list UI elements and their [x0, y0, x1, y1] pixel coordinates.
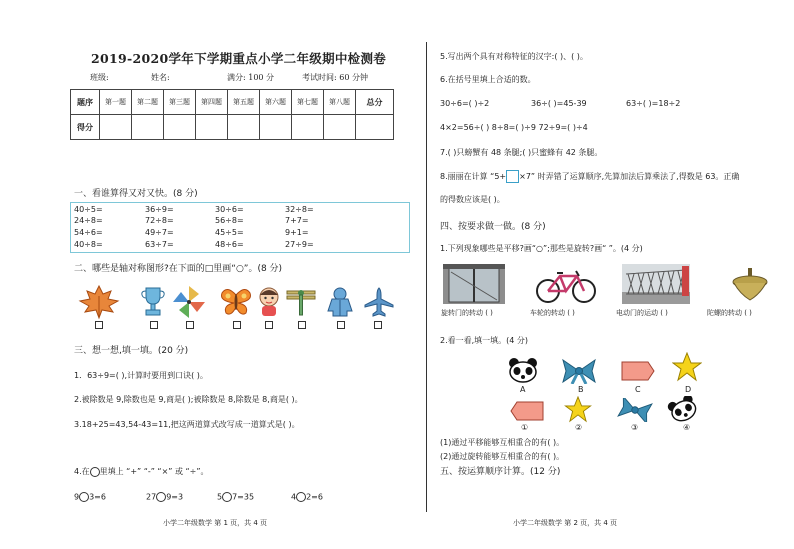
question-5: 5.写出两个具有对称特征的汉字:( )、( )。 [440, 52, 588, 61]
flag-icon [510, 401, 544, 425]
score-table [70, 89, 394, 140]
leaf-icon [78, 284, 120, 324]
symmetry-checkbox[interactable] [337, 321, 345, 329]
col-header: 第五题 [228, 90, 260, 115]
operator-item [74, 492, 106, 502]
name-label: 姓名: [151, 73, 170, 82]
shape-label: D [685, 385, 692, 394]
panda-icon [667, 396, 699, 426]
math-problem: 40÷8= [74, 240, 103, 249]
revolving-door-icon [443, 264, 505, 308]
section-5-title: 五、按运算顺序计算。(12 分) [440, 467, 561, 477]
math-problem: 32÷8= [285, 205, 314, 214]
symmetry-checkbox[interactable] [374, 321, 382, 329]
question-3-4-prefix: 4.在 [74, 467, 90, 476]
score-cell[interactable] [164, 115, 196, 140]
math-problem: 30÷6= [215, 205, 244, 214]
question-6: 6.在括号里填上合适的数。 [440, 75, 536, 84]
circle-blank-icon [90, 467, 100, 477]
col-header: 第七题 [292, 90, 324, 115]
bicycle-icon [535, 268, 597, 308]
section-3-title: 三、想一想,填一填。(20 分) [74, 346, 189, 356]
score-cell[interactable] [228, 115, 260, 140]
page-title: 2019-2020学年下学期重点小学二年级期中检测卷 [91, 51, 387, 66]
blank-square-icon [506, 170, 519, 183]
operator-blank[interactable] [79, 492, 89, 502]
score-cell[interactable] [324, 115, 356, 140]
score-cell[interactable] [260, 115, 292, 140]
symmetry-checkbox[interactable] [150, 321, 158, 329]
operand: 7=35 [232, 492, 255, 502]
operand: 2=6 [306, 492, 323, 502]
spinning-top-icon [730, 266, 770, 306]
pinwheel-icon [171, 284, 207, 324]
symmetry-checkbox[interactable] [95, 321, 103, 329]
photo-caption: 陀螺的转动 ( ) [707, 309, 752, 317]
math-problem: 40÷5= [74, 205, 103, 214]
math-problem: 36÷9= [145, 205, 174, 214]
operand: 3=6 [89, 492, 106, 502]
math-problem: 63÷7= [145, 240, 174, 249]
total-header: 总分 [356, 90, 394, 115]
shape-label: C [635, 385, 641, 394]
baby-icon [256, 287, 282, 321]
butterfly-icon [219, 287, 253, 321]
symmetry-checkbox[interactable] [233, 321, 241, 329]
math-problem: 45÷5= [215, 228, 244, 237]
question-3-4-suffix: 里填上 “+” “-” “×” 或 “÷”。 [99, 467, 209, 476]
photo-caption: 电动门的运动 ( ) [616, 309, 668, 317]
section-1-title: 一、看谁算得又对又快。(8 分) [74, 189, 198, 199]
score-cell[interactable] [292, 115, 324, 140]
shape-label: ① [521, 423, 529, 432]
coat-icon [326, 287, 354, 321]
col-header: 第三题 [164, 90, 196, 115]
operand: 9=3 [166, 492, 184, 502]
math-problem: 24÷8= [74, 216, 103, 225]
math-problem: 54÷6= [74, 228, 103, 237]
score-cell[interactable] [100, 115, 132, 140]
math-problem: 9+1= [285, 228, 309, 237]
col-header: 第八题 [324, 90, 356, 115]
bow-icon [617, 398, 653, 426]
page-footer-left: 小学二年级数学 第 1 页，共 4 页 [163, 519, 268, 527]
shape-label: B [578, 385, 584, 394]
operand: 5 [217, 492, 223, 502]
question-3-2: 2.被除数是 9,除数也是 9,商是( );被除数是 8,除数是 8,商是( )。 [74, 395, 303, 404]
photo-caption: 旋转门的转动 ( ) [441, 309, 493, 317]
dragonfly-icon [285, 288, 317, 322]
flag-icon [621, 361, 655, 385]
section-2-title: 二、哪些是轴对称图形?在下面的□里画“○”。(8 分) [74, 264, 283, 274]
shape-label: ③ [631, 423, 639, 432]
operator-item [217, 492, 254, 502]
exam-time: 考试时间: 60 分钟 [302, 73, 368, 82]
question-8 [440, 170, 739, 183]
full-score: 满分: 100 分 [227, 73, 275, 82]
math-problem: 7+7= [285, 216, 309, 225]
math-problem: 72÷8= [145, 216, 174, 225]
col-header: 第六题 [260, 90, 292, 115]
q6-row1-a: 30÷6=( )÷2 [440, 99, 490, 108]
question-4-2-a: (1)通过平移能够互相重合的有( )。 [440, 438, 565, 447]
section-4-title: 四、按要求做一做。(8 分) [440, 222, 546, 232]
col-header: 第一题 [100, 90, 132, 115]
panda-icon [506, 357, 540, 387]
q6-row1-c: 63÷( )=18÷2 [626, 99, 681, 108]
q6-row1-b: 36÷( )=45-39 [531, 99, 587, 108]
question-3-4 [74, 466, 209, 477]
math-problem: 48÷6= [215, 240, 244, 249]
symmetry-checkbox[interactable] [265, 321, 273, 329]
question-8-prefix: 8.丽丽在计算 “5+ [440, 172, 507, 181]
question-8-line2: 的得数应该是( )。 [440, 195, 505, 204]
col-header: 第四题 [196, 90, 228, 115]
question-3-3: 3.18+25=43,54-43=11,把这两道算式改写成一道算式是( )。 [74, 420, 300, 429]
score-cell[interactable] [356, 115, 394, 140]
math-problem: 56÷8= [215, 216, 244, 225]
row-label: 题序 [71, 90, 100, 115]
operator-blank[interactable] [156, 492, 166, 502]
airplane-icon [364, 287, 394, 321]
score-cell[interactable] [196, 115, 228, 140]
operand: 4 [291, 492, 297, 502]
operator-blank[interactable] [296, 492, 306, 502]
math-problem: 27÷9= [285, 240, 314, 249]
symmetry-checkbox[interactable] [186, 321, 194, 329]
shape-label: ④ [683, 423, 691, 432]
q6-row2: 4×2=56÷( ) 8÷8=( )÷9 72÷9=( )÷4 [440, 123, 588, 132]
operator-item [291, 492, 323, 502]
question-7: 7.( )只螃蟹有 48 条腿;( )只蜜蜂有 42 条腿。 [440, 148, 603, 157]
operator-blank[interactable] [222, 492, 232, 502]
operator-item [146, 492, 183, 502]
score-cell[interactable] [132, 115, 164, 140]
photo-caption: 车轮的转动 ( ) [530, 309, 575, 317]
shape-label: ② [575, 423, 583, 432]
question-3-1: 1．63÷9=( ),计算时要用到口诀( )。 [74, 371, 208, 380]
page-divider [426, 42, 427, 512]
col-header: 第二题 [132, 90, 164, 115]
bow-icon [561, 358, 597, 388]
question-8-suffix: ×7” 时弄错了运算顺序,先算加法后算乘法了,得数是 63。正确 [519, 172, 740, 181]
operand: 27 [146, 492, 157, 502]
page-footer-right: 小学二年级数学 第 2 页，共 4 页 [513, 519, 618, 527]
shape-label: A [520, 385, 526, 394]
electric-gate-icon [622, 264, 690, 308]
trophy-icon [140, 285, 166, 323]
math-problem: 49÷7= [145, 228, 174, 237]
symmetry-checkbox[interactable] [298, 321, 306, 329]
operand: 9 [74, 492, 80, 502]
question-4-2: 2.看一看,填一填。(4 分) [440, 336, 529, 345]
class-label: 班级: [90, 73, 109, 82]
row-label: 得分 [71, 115, 100, 140]
star-icon [672, 352, 702, 386]
question-4-2-b: (2)通过旋转能够互相重合的有( )。 [440, 452, 565, 461]
question-4-1: 1.下列现象哪些是平移?画“○”;那些是旋转?画“ ”。(4 分) [440, 244, 643, 253]
